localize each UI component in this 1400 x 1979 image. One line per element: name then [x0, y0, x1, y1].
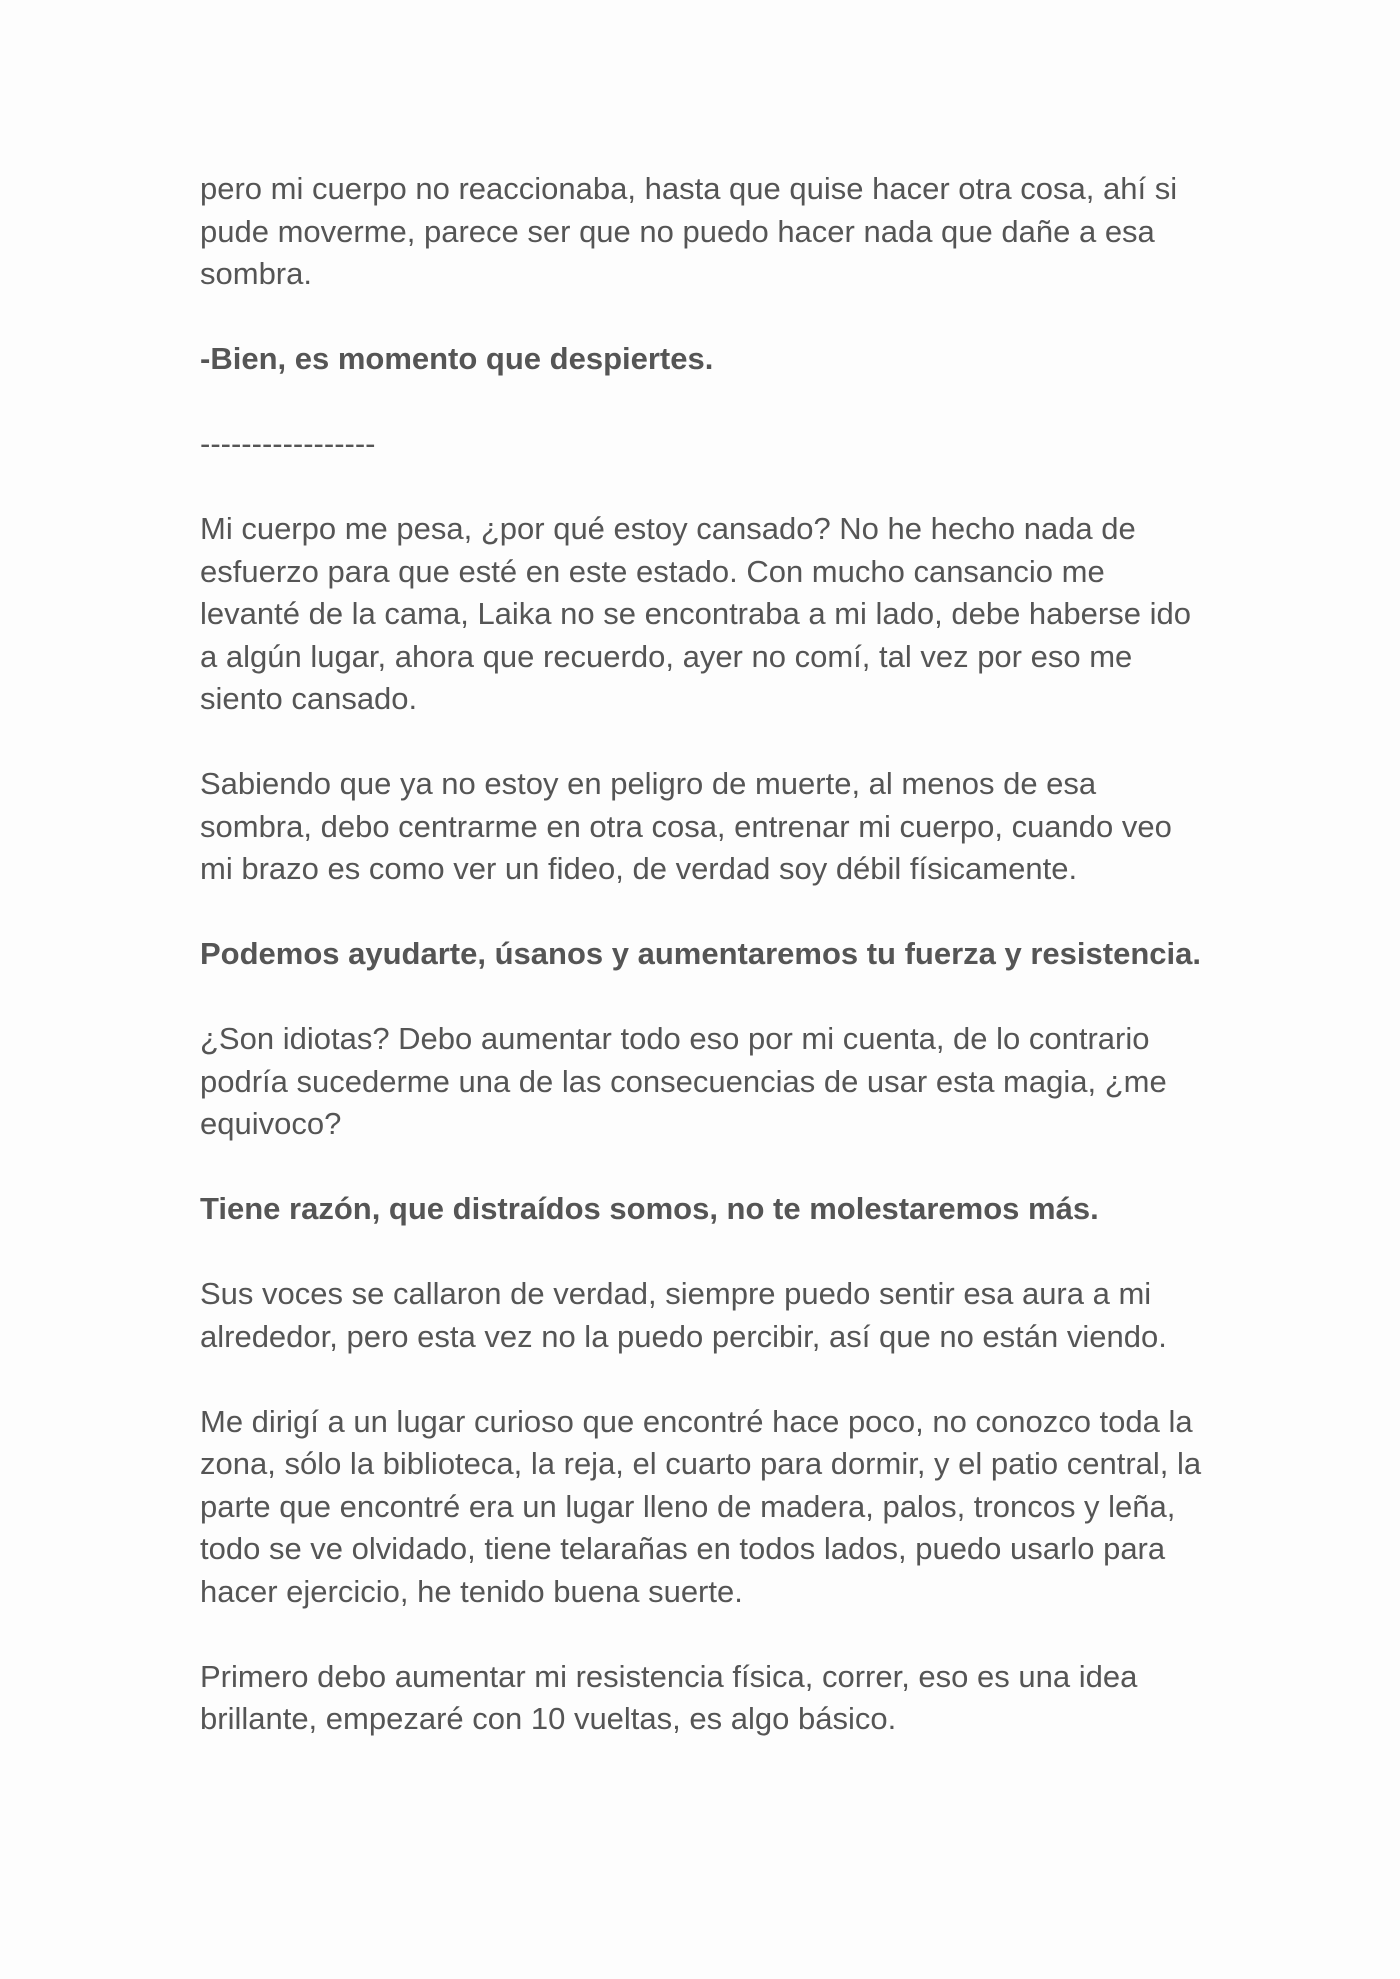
paragraph: Sabiendo que ya no estoy en peligro de muerte, al menos de esa sombra, debo centrarme en otra cosa, entrenar mi cuerpo, cuando veo mi brazo es como ver un fideo, de verdad soy débil físicamente. [200, 766, 1172, 886]
paragraph: Mi cuerpo me pesa, ¿por qué estoy cansado? No he hecho nada de esfuerzo para que esté en este estado. Con mucho cansancio me levanté de la cama, Laika no se encontraba a mi lado, debe haberse ido a algún lugar, ahora que recuerdo, ayer no comí, tal vez por eso me siento cansado. [200, 511, 1191, 716]
paragraph: ¿Son idiotas? Debo aumentar todo eso por mi cuenta, de lo contrario podría sucederme una de las consecuencias de usar esta magia, ¿me equivoco? [200, 1021, 1167, 1141]
paragraph-bold: Podemos ayudarte, úsanos y aumentaremos tu fuerza y resistencia. [200, 936, 1201, 971]
paragraph-bold: Tiene razón, que distraídos somos, no te molestaremos más. [200, 1191, 1099, 1226]
paragraph: Primero debo aumentar mi resistencia física, correr, eso es una idea brillante, empezaré con 10 vueltas, es algo básico. [200, 1658, 1138, 1736]
paragraph: Me dirigí a un lugar curioso que encontré hace poco, no conozco toda la zona, sólo la biblioteca, la reja, el cuarto para dormir, y el patio central, la parte que encontré era un lugar lleno de madera, palos, troncos y leña, todo se ve olvidado, tiene telarañas en todos lados, puedo usarlo para hacer ejercicio, he tenido buena suerte. [200, 1403, 1202, 1609]
paragraph-bold: -Bien, es momento que despiertes. [200, 341, 714, 376]
document-page [200, 168, 1210, 1783]
section-divider: ----------------- [200, 426, 376, 461]
paragraph: pero mi cuerpo no reaccionaba, hasta que quise hacer otra cosa, ahí si pude moverme, parece ser que no puedo hacer nada que dañe a esa sombra. [200, 171, 1178, 291]
paragraph: Sus voces se callaron de verdad, siempre puedo sentir esa aura a mi alrededor, pero esta vez no la puedo percibir, así que no están viendo. [200, 1276, 1167, 1354]
